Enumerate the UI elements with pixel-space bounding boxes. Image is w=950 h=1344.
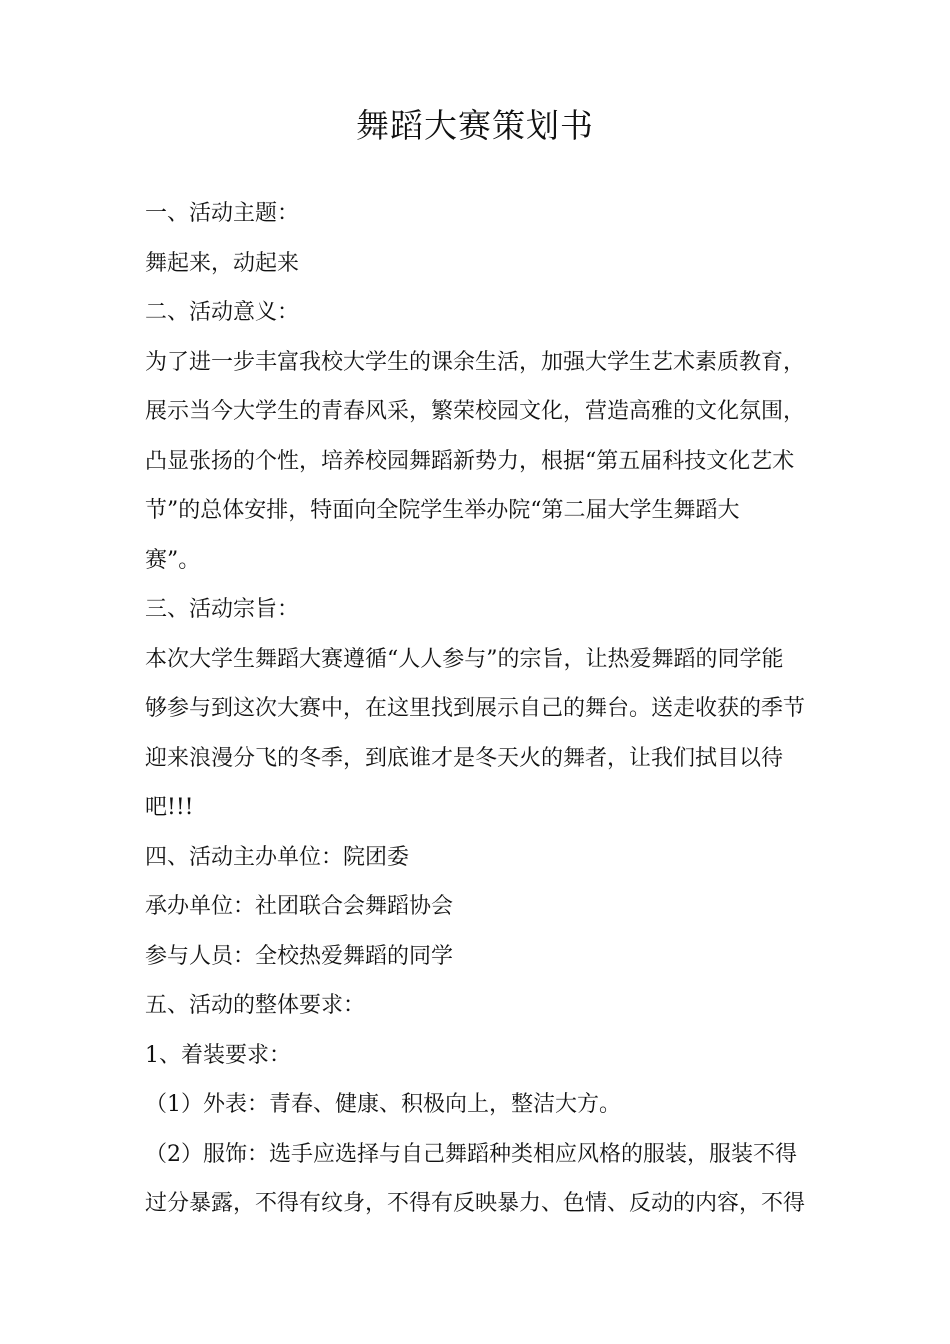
significance-text-line: 赛”。 — [145, 547, 201, 573]
section-heading-significance: 二、活动意义： — [145, 300, 300, 325]
significance-text-line: 为了进一步丰富我校大学生的课余生活，加强大学生艺术素质教育， — [145, 349, 806, 375]
participants-text: 参与人员：全校热爱舞蹈的同学 — [145, 943, 454, 969]
requirement-costume-line: （2）服饰：选手应选择与自己舞蹈种类相应风格的服装，服装不得 — [145, 1141, 797, 1167]
significance-text-line: 节”的总体安排，特面向全院学生举办院“第二届大学生舞蹈大 — [145, 498, 740, 523]
requirement-costume-line: 过分暴露，不得有纹身，不得有反映暴力、色情、反动的内容，不得 — [145, 1191, 806, 1216]
purpose-text-line: 迎来浪漫分飞的冬季，到底谁才是冬天火的舞者，让我们拭目以待 — [145, 745, 784, 771]
document-title: 舞蹈大赛策划书 — [356, 106, 594, 145]
significance-text-line: 展示当今大学生的青春风采，繁荣校园文化，营造高雅的文化氛围， — [145, 399, 806, 424]
subheading-dress-code: 1、着装要求： — [145, 1042, 291, 1068]
section-heading-purpose: 三、活动宗旨： — [145, 597, 300, 622]
requirement-appearance: （1）外表：青春、健康、积极向上，整洁大方。 — [145, 1092, 621, 1117]
theme-text: 舞起来，动起来 — [145, 250, 300, 276]
section-heading-organizer: 四、活动主办单位：院团委 — [145, 844, 410, 870]
significance-text-line: 凸显张扬的个性，培养校园舞蹈新势力，根据“第五届科技文化艺术 — [145, 448, 795, 474]
section-heading-theme: 一、活动主题： — [145, 201, 300, 226]
purpose-text-line: 吧!!! — [145, 795, 194, 820]
purpose-text-line: 本次大学生舞蹈大赛遵循“人人参与”的宗旨，让热爱舞蹈的同学能 — [145, 646, 784, 672]
co-organizer-text: 承办单位：社团联合会舞蹈协会 — [145, 894, 454, 919]
section-heading-requirements: 五、活动的整体要求： — [145, 993, 366, 1018]
purpose-text-line: 够参与到这次大赛中，在这里找到展示自己的舞台。送走收获的季节 — [145, 696, 806, 721]
document-body — [145, 189, 807, 1229]
